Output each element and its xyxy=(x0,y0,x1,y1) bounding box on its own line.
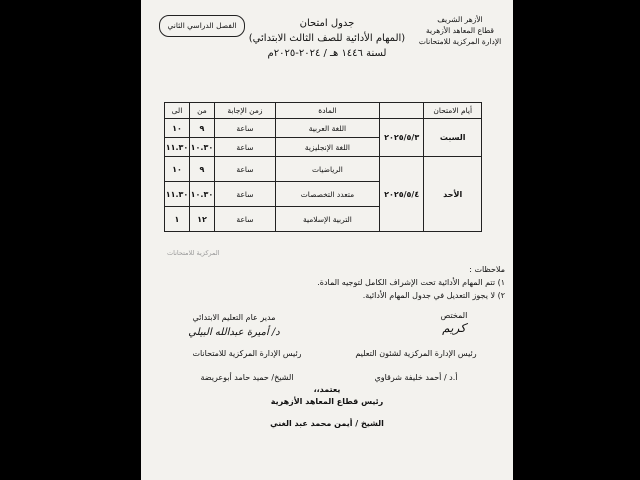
duration-cell: ساعة xyxy=(214,157,275,182)
exam-table xyxy=(164,102,482,232)
stamp-text: المركزية للامتحانات xyxy=(167,249,220,257)
header-to: الى xyxy=(165,103,190,119)
director-primary-signature: د/ أميرة عبدالله البيلي xyxy=(188,327,280,338)
notes-title: ملاحظات : xyxy=(469,265,505,274)
note-item: ١) تتم المهام الأدائية تحت الإشراف الكامل لتوجيه المادة. xyxy=(317,278,505,287)
header-duration: زمن الإجابة xyxy=(214,103,275,119)
duration-cell: ساعة xyxy=(214,119,275,138)
head-exams-block xyxy=(167,348,327,384)
approval-block xyxy=(241,384,413,430)
duration-cell: ساعة xyxy=(214,207,275,232)
from-cell: ١٢ xyxy=(189,207,214,232)
header-date xyxy=(379,103,424,119)
approval-name: الشيخ / أيمن محمد عبد الغني xyxy=(270,419,384,428)
institution-line-3: الإدارة المركزية للامتحانات xyxy=(418,37,502,46)
header-days: أيام الامتحان xyxy=(424,103,482,119)
institution-line-1: الأزهر الشريف xyxy=(437,15,483,24)
head-education-block xyxy=(331,348,501,384)
note-item: ٢) لا يجوز التعديل في جدول المهام الأدائية. xyxy=(362,291,505,300)
from-cell: ١٠.٣٠ xyxy=(189,138,214,157)
director-primary-block xyxy=(169,312,299,339)
head-exams-name: الشيخ/ حميد حامد أبوعريضة xyxy=(200,373,294,382)
approval-label: يعتمد،، xyxy=(313,385,341,394)
document-year: لسنة ١٤٤٦ هـ / ٢٠٢٤-٢٠٢٥م xyxy=(267,48,387,59)
subject-cell: الرياضيات xyxy=(276,157,380,182)
to-cell: ١ xyxy=(165,207,190,232)
head-education-role: رئيس الإدارة المركزية لشئون التعليم xyxy=(355,349,477,358)
subject-cell: متعدد التخصصات xyxy=(276,182,380,207)
table-row xyxy=(165,157,482,182)
from-cell: ٩ xyxy=(189,119,214,138)
subject-cell: التربية الإسلامية xyxy=(276,207,380,232)
notes-section xyxy=(317,263,505,302)
day-cell: الأحد xyxy=(424,157,482,232)
institution-line-2: قطاع المعاهد الأزهرية xyxy=(426,26,494,35)
from-cell: ١٠.٣٠ xyxy=(189,182,214,207)
to-cell: ١١.٣٠ xyxy=(165,138,190,157)
date-cell: ٢٠٢٥/٥/٤ xyxy=(379,157,424,232)
subject-cell: اللغة الإنجليزية xyxy=(276,138,380,157)
specialist-role: المختص xyxy=(440,311,468,320)
specialist-signature: كريم xyxy=(442,321,466,335)
document-subtitle: (المهام الأدائية للصف الثالث الابتدائي) xyxy=(248,33,406,44)
table-row xyxy=(165,119,482,138)
duration-cell: ساعة xyxy=(214,182,275,207)
approval-role: رئيس قطاع المعاهد الأزهرية xyxy=(270,397,384,406)
specialist-signature-block xyxy=(409,310,499,334)
exam-schedule-document xyxy=(141,0,513,480)
head-education-name: أ.د / أحمد خليفة شرقاوي xyxy=(374,373,458,382)
duration-cell: ساعة xyxy=(214,138,275,157)
header-subject: المادة xyxy=(276,103,380,119)
day-cell: السبت xyxy=(424,119,482,157)
table-header-row xyxy=(165,103,482,119)
to-cell: ١٠ xyxy=(165,157,190,182)
date-cell: ٢٠٢٥/٥/٣ xyxy=(379,119,424,157)
to-cell: ١٠ xyxy=(165,119,190,138)
subject-cell: اللغة العربية xyxy=(276,119,380,138)
document-title: جدول امتحان xyxy=(299,18,355,29)
from-cell: ٩ xyxy=(189,157,214,182)
to-cell: ١١.٣٠ xyxy=(165,182,190,207)
header-from: من xyxy=(189,103,214,119)
term-badge: الفصل الدراسي الثاني xyxy=(159,15,245,37)
head-exams-role: رئيس الإدارة المركزية للامتحانات xyxy=(192,349,302,358)
director-primary-role: مدير عام التعليم الابتدائي xyxy=(192,313,276,322)
